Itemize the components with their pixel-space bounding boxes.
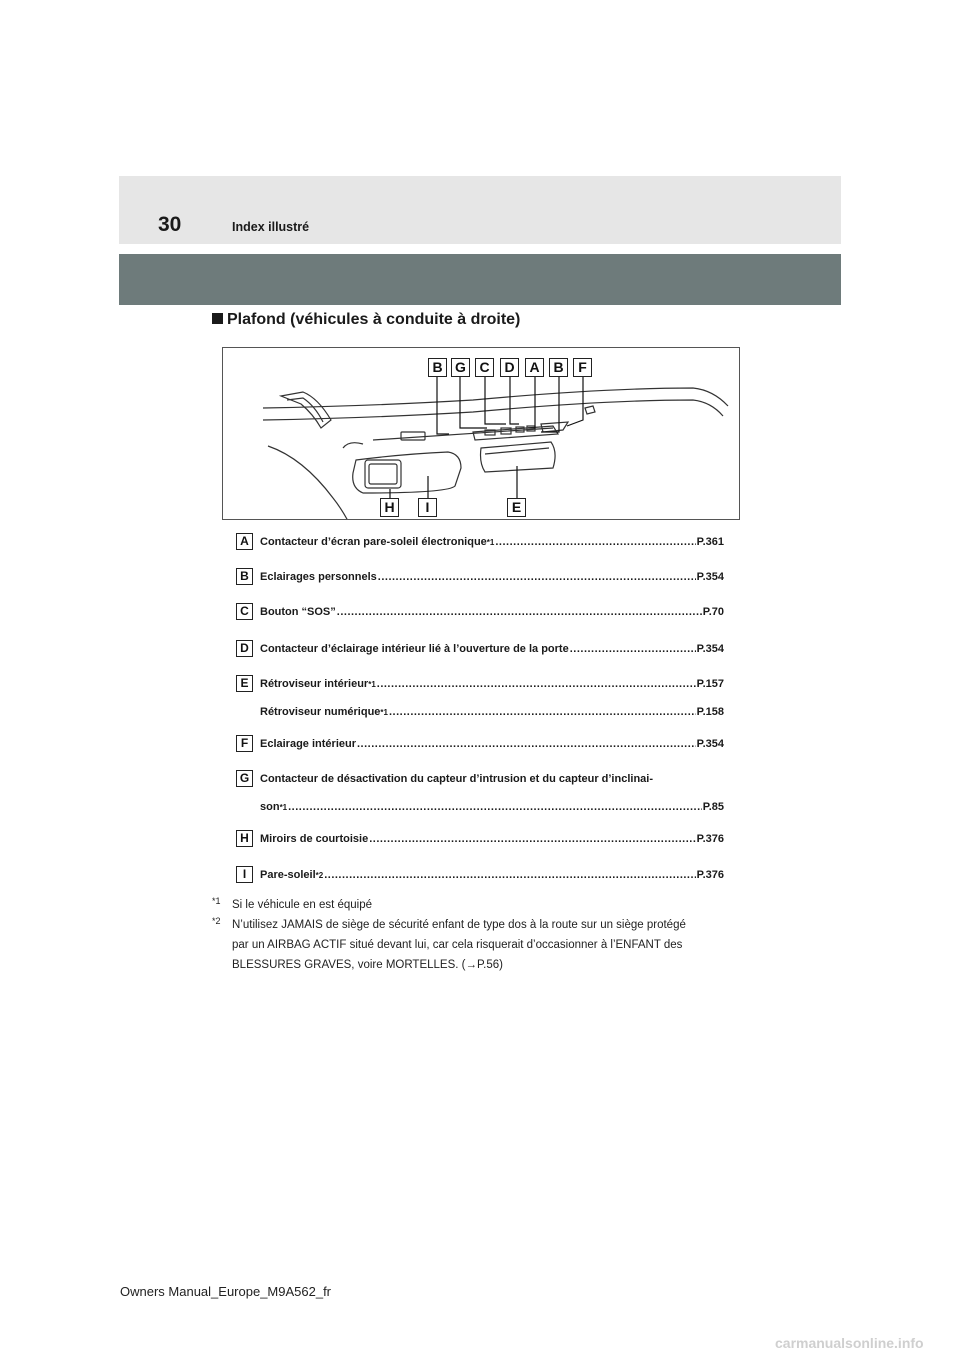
footnote-line: par un AIRBAG ACTIF situé devant lui, car cela risquerait d’occasionner à l’ENFANT des: [232, 939, 683, 951]
legend-text: Rétroviseur numérique: [260, 706, 381, 718]
legend-line: Rétroviseur numérique *1 ..... P.158: [260, 706, 724, 718]
leader-dots: [378, 571, 696, 583]
footnote: [212, 915, 752, 975]
legend-letter: D: [236, 640, 253, 657]
legend-line: [260, 643, 724, 655]
leader-dots: [369, 833, 695, 845]
legend-line: [260, 773, 724, 785]
page-reference: P.70: [702, 606, 724, 618]
page-reference: P.376: [696, 833, 724, 845]
leader-dots: [495, 536, 695, 548]
page-reference: P.354: [696, 738, 724, 750]
callout-c: C: [475, 358, 494, 377]
legend-line: Pare-soleil *2 ..... P.376: [260, 869, 724, 881]
header-band: [119, 176, 841, 244]
footnote-line: Si le véhicule en est équipé: [232, 899, 373, 911]
legend-letter: F: [236, 735, 253, 752]
legend-letter: C: [236, 603, 253, 620]
legend-text: Pare-soleil: [260, 869, 316, 881]
page-reference: P.158: [696, 706, 724, 718]
footnote-line: N’utilisez JAMAIS de siège de sécurité enfant de type dos à la route sur un siège protégé: [232, 919, 686, 931]
legend-text: Eclairage intérieur: [260, 738, 356, 750]
page-reference: P.361: [696, 536, 724, 548]
leader-dots: [377, 678, 696, 690]
leader-dots: [288, 801, 702, 813]
legend-letter: I: [236, 866, 253, 883]
footnote-mark: *2: [212, 916, 221, 926]
legend-line: [260, 833, 724, 845]
leader-dots: [324, 869, 695, 881]
callout-g: G: [451, 358, 470, 377]
legend-line: [260, 738, 724, 750]
section-title: [212, 311, 520, 329]
callout-h: H: [380, 498, 399, 517]
leader-dots: [570, 643, 696, 655]
legend-letter: G: [236, 770, 253, 787]
page-reference: P.354: [696, 571, 724, 583]
legend-line: Rétroviseur intérieur *1 ..... P.157: [260, 678, 724, 690]
legend-line: [260, 571, 724, 583]
page-reference: P.354: [696, 643, 724, 655]
footnote-line: BLESSURES GRAVES, voire MORTELLES. (→P.56): [232, 959, 503, 971]
legend-text: Rétroviseur intérieur: [260, 678, 369, 690]
section-title-text: Plafond (véhicules à conduite à droite): [227, 311, 521, 328]
legend-line: son *1 ..... P.85: [260, 801, 724, 813]
section-name: Index illustré: [232, 220, 310, 234]
legend-text: Contacteur d’éclairage intérieur lié à l’ouverture de la porte: [260, 643, 569, 655]
leader-dots: [357, 738, 696, 750]
ceiling-illustration: [222, 347, 740, 520]
callout-b: B: [428, 358, 447, 377]
callout-a: A: [525, 358, 544, 377]
footnote-mark: *1: [212, 896, 221, 906]
legend-letter: H: [236, 830, 253, 847]
callout-e: E: [507, 498, 526, 517]
legend-text: son: [260, 801, 280, 813]
leader-dots: [389, 706, 696, 718]
legend-letter: E: [236, 675, 253, 692]
page-reference: P.376: [696, 869, 724, 881]
callout-d: D: [500, 358, 519, 377]
callout-b2: B: [549, 358, 568, 377]
footnotes: [212, 895, 752, 975]
leader-dots: [337, 606, 702, 618]
square-bullet-icon: [212, 313, 223, 324]
legend-text: Contacteur de désactivation du capteur d’intrusion et du capteur d’inclinai-: [260, 773, 653, 785]
page-reference: P.157: [696, 678, 724, 690]
legend-text: Eclairages personnels: [260, 571, 377, 583]
legend-line: [260, 606, 724, 618]
page-reference: P.85: [702, 801, 724, 813]
header-dark-band: [119, 254, 841, 305]
callout-i: I: [418, 498, 437, 517]
footnote: [212, 895, 752, 915]
legend-text: Bouton “SOS”: [260, 606, 336, 618]
footer-text: Owners Manual_Europe_M9A562_fr: [120, 1284, 332, 1299]
legend-line: Contacteur d’écran pare-soleil électronique *1 ..... P.361: [260, 536, 724, 548]
callout-f: F: [573, 358, 592, 377]
legend-text: Miroirs de courtoisie: [260, 833, 369, 845]
watermark: carmanualsonline.info: [775, 1335, 924, 1351]
legend-letter: B: [236, 568, 253, 585]
legend-text: Contacteur d’écran pare-soleil électronique: [260, 536, 487, 548]
page-number: 30: [158, 213, 182, 236]
legend-letter: A: [236, 533, 253, 550]
